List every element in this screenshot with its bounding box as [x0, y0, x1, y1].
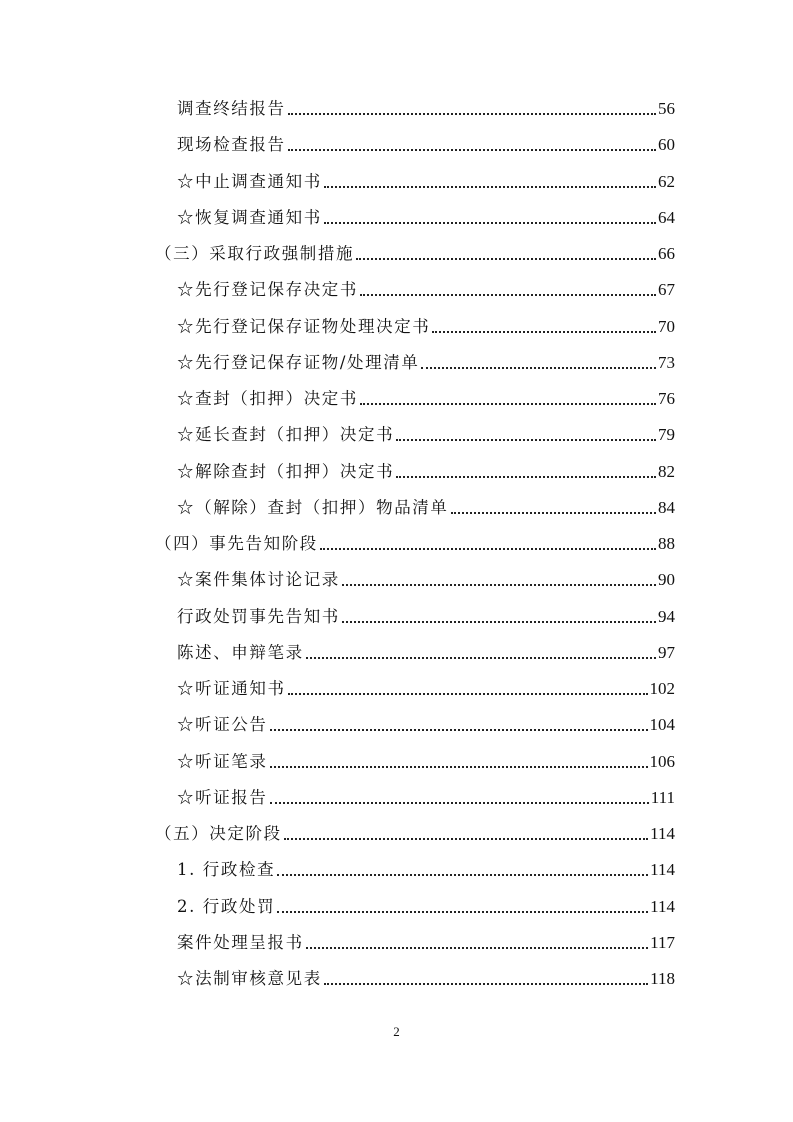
toc-entry-page-number: 76 — [658, 389, 675, 408]
toc-entry-page-number: 79 — [658, 425, 675, 445]
toc-entry[interactable] — [177, 852, 675, 880]
toc-dot-leader — [324, 222, 656, 224]
toc-entry-page-number: 111 — [650, 787, 675, 807]
toc-entry-page-number: 97 — [658, 642, 675, 662]
toc-entry-title: ☆听证笔录 — [177, 751, 268, 771]
toc-entry-title: （四）事先告知阶段 — [155, 534, 318, 553]
toc-entry-title: ☆恢复调查通知书 — [177, 207, 322, 227]
toc-entry[interactable] — [177, 345, 675, 373]
toc-entry[interactable] — [177, 671, 675, 699]
toc-entry[interactable] — [177, 381, 675, 409]
toc-entry-page-number: 84 — [658, 497, 675, 517]
toc-entry-title: ☆先行登记保存决定书 — [177, 280, 358, 300]
toc-entry-page-number: 104 — [649, 715, 675, 735]
toc-dot-leader — [277, 911, 648, 913]
toc-entry-page-number: 90 — [658, 570, 675, 590]
toc-entry-page-number: 64 — [658, 207, 675, 227]
toc-entry-page-number: 94 — [658, 606, 675, 626]
toc-entry-page-number: 114 — [650, 824, 675, 843]
toc-entry[interactable] — [155, 526, 675, 554]
toc-entry-title: 案件处理呈报书 — [177, 932, 304, 952]
toc-dot-leader — [288, 149, 656, 151]
toc-entry-title: ☆延长查封（扣押）决定书 — [177, 425, 395, 445]
toc-entry-page-number: 114 — [650, 896, 675, 916]
toc-entry-title: ☆法制审核意见表 — [177, 969, 322, 988]
toc-dot-leader — [284, 838, 648, 840]
toc-entry-page-number: 88 — [658, 534, 675, 553]
toc-dot-leader — [288, 693, 648, 695]
toc-entry[interactable] — [155, 236, 675, 264]
toc-entry[interactable] — [177, 164, 675, 192]
toc-dot-leader — [320, 548, 656, 550]
toc-dot-leader — [432, 331, 656, 333]
toc-dot-leader — [288, 113, 656, 115]
toc-entry-page-number: 62 — [658, 171, 675, 191]
toc-entry[interactable] — [177, 925, 675, 953]
toc-entry[interactable] — [177, 961, 675, 989]
toc-entry[interactable] — [177, 635, 675, 663]
toc-entry[interactable] — [177, 889, 675, 917]
toc-entry-page-number: 70 — [658, 316, 675, 336]
toc-entry[interactable] — [177, 562, 675, 590]
toc-entry-title: 调查终结报告 — [177, 99, 286, 118]
toc-dot-leader — [324, 983, 648, 985]
toc-entry[interactable] — [177, 744, 675, 772]
toc-entry-title: （三）采取行政强制措施 — [155, 244, 355, 263]
toc-dot-leader — [342, 584, 656, 586]
toc-dot-leader — [360, 294, 656, 296]
toc-entry[interactable] — [155, 816, 675, 844]
toc-entry-title: 现场检查报告 — [177, 135, 286, 155]
toc-entry-page-number: 56 — [658, 99, 675, 118]
page-number: 2 — [393, 1024, 400, 1039]
toc-entry-page-number: 82 — [658, 461, 675, 481]
toc-entry-page-number: 118 — [650, 969, 675, 988]
toc-entry-title: ☆查封（扣押）决定书 — [177, 389, 358, 408]
toc-entry[interactable] — [177, 91, 675, 119]
toc-entry[interactable] — [177, 272, 675, 300]
toc-entry-title: 行政处罚事先告知书 — [177, 606, 340, 626]
toc-entry-title: ☆解除查封（扣押）决定书 — [177, 461, 395, 481]
toc-dot-leader — [270, 729, 648, 731]
toc-dot-leader — [270, 766, 648, 768]
toc-entry-title: 陈述、申辩笔录 — [177, 642, 304, 662]
toc-entry[interactable] — [177, 127, 675, 155]
toc-dot-leader — [270, 802, 649, 804]
toc-entry-title: 2. 行政处罚 — [177, 896, 276, 916]
toc-dot-leader — [451, 512, 657, 514]
toc-dot-leader — [360, 403, 656, 405]
toc-dot-leader — [306, 657, 656, 659]
toc-entry-title: ☆听证报告 — [177, 787, 268, 807]
toc-entry-page-number: 73 — [658, 352, 675, 372]
toc-entry-page-number: 60 — [658, 135, 675, 155]
toc-entry[interactable] — [177, 599, 675, 627]
toc-entry-title: ☆（解除）查封（扣押）物品清单 — [177, 497, 449, 517]
toc-dot-leader — [356, 258, 656, 260]
toc-dot-leader — [342, 621, 656, 623]
toc-dot-leader — [306, 947, 648, 949]
toc-entry-title: 1. 行政检查 — [177, 860, 276, 880]
toc-dot-leader — [396, 439, 656, 441]
toc-entry[interactable] — [177, 309, 675, 337]
toc-entry-page-number: 117 — [650, 932, 675, 952]
toc-entry-page-number: 102 — [649, 679, 675, 698]
toc-entry-title: ☆听证公告 — [177, 715, 268, 735]
toc-dot-leader — [421, 367, 656, 369]
toc-entry-title: （五）决定阶段 — [155, 824, 282, 843]
toc-entry[interactable] — [177, 707, 675, 735]
toc-entry[interactable] — [177, 490, 675, 518]
toc-dot-leader — [396, 476, 656, 478]
toc-entry[interactable] — [177, 454, 675, 482]
toc-entry-page-number: 66 — [658, 244, 675, 263]
toc-entry-title: ☆案件集体讨论记录 — [177, 570, 340, 590]
toc-entry-page-number: 114 — [650, 860, 675, 880]
toc-dot-leader — [324, 186, 656, 188]
toc-entry-title: ☆先行登记保存证物/处理清单 — [177, 352, 420, 372]
toc-entry[interactable] — [177, 417, 675, 445]
toc-entry-title: ☆听证通知书 — [177, 679, 286, 698]
toc-entry-title: ☆先行登记保存证物处理决定书 — [177, 316, 431, 336]
toc-dot-leader — [277, 874, 648, 876]
toc-entry-title: ☆中止调查通知书 — [177, 171, 322, 191]
toc-entry-page-number: 67 — [658, 280, 675, 300]
toc-entry-page-number: 106 — [649, 751, 675, 771]
toc-entry[interactable] — [177, 780, 675, 808]
toc-entry[interactable] — [177, 200, 675, 228]
